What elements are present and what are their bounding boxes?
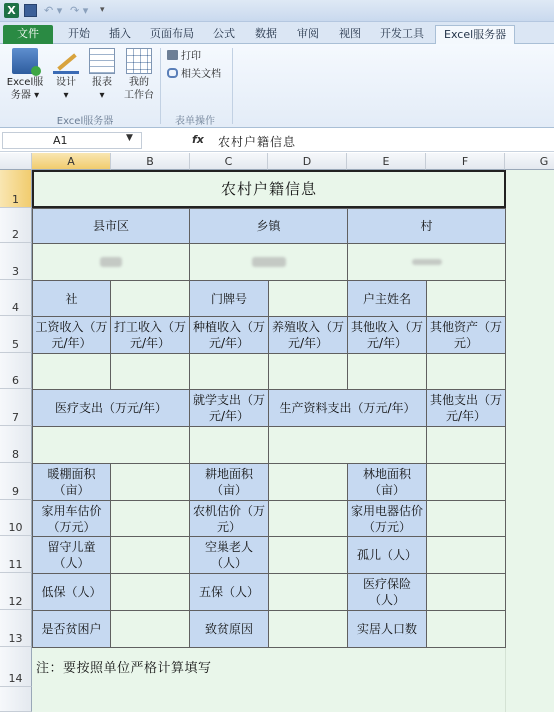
tab-view[interactable]: 视图 bbox=[339, 27, 361, 40]
label-vehicle-value[interactable]: 家用车估价（万元） bbox=[32, 500, 111, 537]
value-is-poor[interactable] bbox=[110, 610, 190, 648]
label-house-number[interactable]: 门牌号 bbox=[189, 280, 269, 317]
column-header-e[interactable]: E bbox=[347, 153, 426, 170]
row-header-2[interactable] bbox=[0, 208, 32, 243]
print-icon bbox=[167, 50, 178, 60]
label-empty-nest-elderly[interactable]: 空巢老人（人） bbox=[189, 536, 269, 574]
redacted-text bbox=[100, 257, 122, 267]
tab-data[interactable]: 数据 bbox=[255, 27, 277, 40]
label-breeding-income[interactable]: 养殖收入（万元/年） bbox=[268, 316, 348, 354]
tab-file[interactable]: 文件 bbox=[3, 25, 53, 44]
row-header-14[interactable] bbox=[0, 647, 32, 687]
formula-input[interactable]: 农村户籍信息 bbox=[218, 135, 297, 149]
excel-server-label: Excel服 务器 ▾ bbox=[6, 77, 44, 101]
ribbon bbox=[0, 44, 554, 128]
title-bar bbox=[0, 0, 554, 22]
value-greenhouse-area[interactable] bbox=[110, 463, 190, 501]
row-header-12[interactable] bbox=[0, 573, 32, 610]
related-docs-button[interactable] bbox=[167, 68, 221, 81]
row-number: 4 bbox=[12, 301, 19, 314]
value-house-number[interactable] bbox=[268, 280, 348, 317]
value-residents[interactable] bbox=[426, 610, 506, 648]
label-householder[interactable]: 户主姓名 bbox=[347, 280, 427, 317]
redacted-text bbox=[252, 257, 286, 267]
label-education-expense[interactable]: 就学支出（万元/年） bbox=[189, 389, 269, 427]
value-labor-income[interactable] bbox=[110, 353, 190, 390]
row-header-11[interactable] bbox=[0, 536, 32, 573]
label-is-poor[interactable]: 是否贫困户 bbox=[32, 610, 111, 648]
ribbon-tabs bbox=[0, 22, 554, 44]
label-town[interactable]: 乡镇 bbox=[189, 208, 348, 244]
value-other-assets[interactable] bbox=[426, 353, 506, 390]
row-header-15[interactable] bbox=[0, 687, 32, 712]
formula-bar bbox=[0, 130, 554, 152]
row-header-8[interactable] bbox=[0, 426, 32, 463]
label-other-income[interactable]: 其他收入（万元/年） bbox=[347, 316, 427, 354]
value-medical-expense[interactable] bbox=[32, 426, 190, 464]
label-orphans[interactable]: 孤儿（人） bbox=[347, 536, 427, 574]
label-wage-income[interactable]: 工资收入（万元/年） bbox=[32, 316, 111, 354]
value-planting-income[interactable] bbox=[189, 353, 269, 390]
value-county[interactable] bbox=[32, 243, 190, 281]
report-label: 报表 ▾ bbox=[92, 77, 112, 101]
tab-home[interactable]: 开始 bbox=[68, 27, 90, 40]
row-number: 6 bbox=[12, 374, 19, 387]
redo-icon[interactable]: ↷ ▾ bbox=[70, 4, 89, 17]
value-forest-area[interactable] bbox=[426, 463, 506, 501]
value-householder[interactable] bbox=[426, 280, 506, 317]
value-poverty-cause[interactable] bbox=[268, 610, 348, 648]
label-other-expense[interactable]: 其他支出（万元/年） bbox=[426, 389, 506, 427]
label-planting-income[interactable]: 种植收入（万元/年） bbox=[189, 316, 269, 354]
column-header-g[interactable]: G bbox=[505, 153, 554, 170]
column-header-d[interactable]: D bbox=[268, 153, 347, 170]
design-label: 设计 ▾ bbox=[56, 77, 76, 101]
report-icon bbox=[89, 48, 115, 74]
tab-page-layout[interactable]: 页面布局 bbox=[150, 27, 194, 40]
row-header-7[interactable] bbox=[0, 389, 32, 426]
related-docs-label: 相关文档 bbox=[181, 69, 221, 80]
row-number: 14 bbox=[8, 672, 23, 685]
value-she[interactable] bbox=[110, 280, 190, 317]
label-other-assets[interactable]: 其他资产（万元） bbox=[426, 316, 506, 354]
row-number: 5 bbox=[12, 338, 19, 351]
row-header-10[interactable] bbox=[0, 500, 32, 536]
customize-quick-access-icon[interactable]: ▾ bbox=[100, 5, 105, 15]
value-dibao[interactable] bbox=[110, 573, 190, 611]
group-label-form-ops: 表单操作 bbox=[175, 116, 215, 127]
row-header-1[interactable] bbox=[0, 170, 32, 208]
tab-insert[interactable]: 插入 bbox=[109, 27, 131, 40]
row-number: 13 bbox=[8, 632, 23, 645]
row-number: 9 bbox=[12, 485, 19, 498]
column-header-a[interactable]: A bbox=[32, 153, 111, 170]
excel-server-button[interactable] bbox=[6, 48, 44, 102]
my-workbench-button[interactable] bbox=[122, 48, 156, 102]
value-appliance-value[interactable] bbox=[426, 500, 506, 537]
column-header-f[interactable]: F bbox=[426, 153, 505, 170]
row-number: 3 bbox=[12, 265, 19, 278]
column-header-b[interactable]: B bbox=[111, 153, 190, 170]
my-workbench-label: 我的 工作台 bbox=[124, 77, 154, 101]
row-number: 11 bbox=[8, 558, 23, 571]
label-machinery-value[interactable]: 农机估价（万元） bbox=[189, 500, 269, 537]
print-button[interactable] bbox=[167, 50, 201, 63]
label-wubao[interactable]: 五保（人） bbox=[189, 573, 269, 611]
column-header-c[interactable]: C bbox=[190, 153, 268, 170]
label-labor-income[interactable]: 打工收入（万元/年） bbox=[110, 316, 190, 354]
row-number: 2 bbox=[12, 228, 19, 241]
row-header-5[interactable] bbox=[0, 316, 32, 353]
name-box[interactable]: A1 bbox=[2, 132, 142, 149]
label-poverty-cause[interactable]: 致贫原因 bbox=[189, 610, 269, 648]
server-icon bbox=[12, 48, 38, 74]
label-left-behind-children[interactable]: 留守儿童（人） bbox=[32, 536, 111, 574]
chevron-down-icon[interactable]: ▼ bbox=[126, 133, 133, 143]
save-icon[interactable] bbox=[24, 4, 37, 17]
value-production-expense[interactable] bbox=[268, 426, 427, 464]
row-number: 10 bbox=[8, 521, 23, 534]
undo-icon[interactable]: ↶ ▾ bbox=[44, 4, 63, 17]
label-greenhouse-area[interactable]: 暖棚面积（亩） bbox=[32, 463, 111, 501]
value-orphans[interactable] bbox=[426, 536, 506, 574]
design-button[interactable] bbox=[50, 48, 82, 102]
row-header-6[interactable] bbox=[0, 353, 32, 389]
excel-logo-icon: X bbox=[4, 3, 19, 18]
value-vehicle-value[interactable] bbox=[110, 500, 190, 537]
ribbon-group-separator bbox=[232, 48, 233, 124]
label-production-expense[interactable]: 生产资料支出（万元/年） bbox=[268, 389, 427, 427]
label-medical-expense[interactable]: 医疗支出（万元/年） bbox=[32, 389, 190, 427]
link-icon bbox=[167, 68, 178, 78]
value-left-behind-children[interactable] bbox=[110, 536, 190, 574]
worksheet bbox=[0, 153, 554, 712]
value-breeding-income[interactable] bbox=[268, 353, 348, 390]
form-title-cell[interactable]: 农村户籍信息 bbox=[32, 170, 506, 208]
row-number: 7 bbox=[12, 411, 19, 424]
report-button[interactable] bbox=[88, 48, 116, 102]
value-empty-nest-elderly[interactable] bbox=[268, 536, 348, 574]
row-header-4[interactable] bbox=[0, 280, 32, 316]
label-county[interactable]: 县市区 bbox=[32, 208, 190, 244]
print-label: 打印 bbox=[181, 51, 201, 62]
value-machinery-value[interactable] bbox=[268, 500, 348, 537]
label-she[interactable]: 社 bbox=[32, 280, 111, 317]
value-town[interactable] bbox=[189, 243, 348, 281]
row-header-3[interactable] bbox=[0, 243, 32, 280]
value-medical-insurance[interactable] bbox=[426, 573, 506, 611]
redacted-text bbox=[412, 259, 442, 265]
row-number: 1 bbox=[12, 193, 19, 206]
value-other-income[interactable] bbox=[347, 353, 427, 390]
label-appliance-value[interactable]: 家用电器估价（万元） bbox=[347, 500, 427, 537]
row-number: 8 bbox=[12, 448, 19, 461]
select-all-corner[interactable] bbox=[0, 153, 32, 170]
tab-formulas[interactable]: 公式 bbox=[213, 27, 235, 40]
row-header-9[interactable] bbox=[0, 463, 32, 500]
row-header-13[interactable] bbox=[0, 610, 32, 647]
label-dibao[interactable]: 低保（人） bbox=[32, 573, 111, 611]
label-village[interactable]: 村 bbox=[347, 208, 506, 244]
value-village[interactable] bbox=[347, 243, 506, 281]
row-number: 12 bbox=[8, 595, 23, 608]
label-medical-insurance[interactable]: 医疗保险（人） bbox=[347, 573, 427, 611]
tab-excel-server[interactable]: Excel服务器 bbox=[435, 25, 515, 45]
fx-icon[interactable]: fx bbox=[192, 133, 204, 146]
label-farmland-area[interactable]: 耕地面积（亩） bbox=[189, 463, 269, 501]
label-residents[interactable]: 实居人口数 bbox=[347, 610, 427, 648]
workbench-icon bbox=[126, 48, 152, 74]
value-wage-income[interactable] bbox=[32, 353, 111, 390]
ribbon-group-separator bbox=[160, 48, 161, 124]
value-wubao[interactable] bbox=[268, 573, 348, 611]
group-label-excel-server: Excel服务器 bbox=[56, 116, 114, 127]
tab-review[interactable]: 审阅 bbox=[297, 27, 319, 40]
form-note: 注：要按照单位严格计算填写 bbox=[36, 661, 212, 676]
design-icon bbox=[53, 48, 79, 74]
tab-developer[interactable]: 开发工具 bbox=[380, 27, 424, 40]
label-forest-area[interactable]: 林地面积（亩） bbox=[347, 463, 427, 501]
value-farmland-area[interactable] bbox=[268, 463, 348, 501]
value-other-expense[interactable] bbox=[426, 426, 506, 464]
value-education-expense[interactable] bbox=[189, 426, 269, 464]
